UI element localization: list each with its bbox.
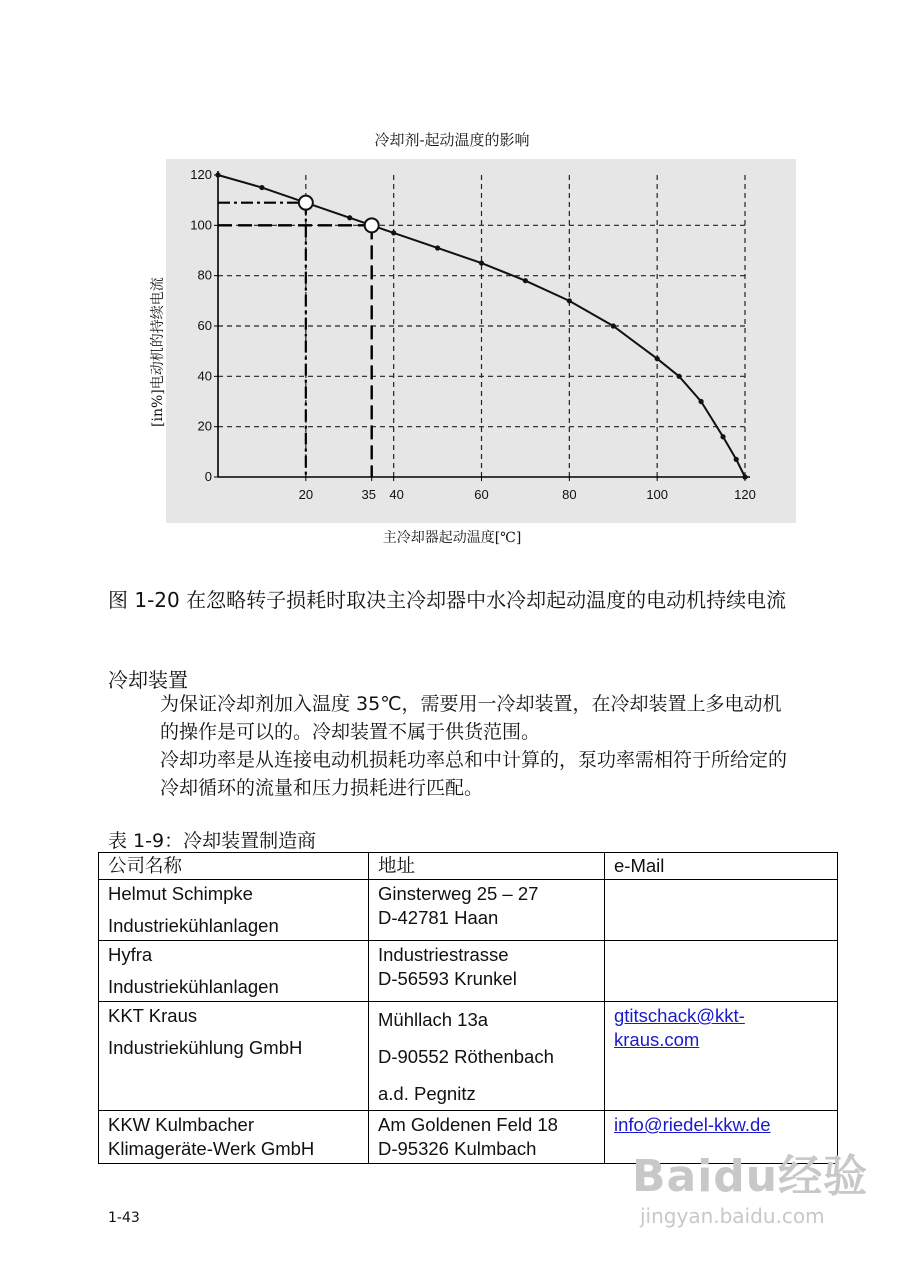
address-cell [369, 1111, 605, 1164]
company-cell [99, 1002, 369, 1111]
table-caption: 表 1-9：冷却装置制造商 [108, 830, 317, 852]
header-address: 地址 [369, 853, 605, 880]
data-point [391, 230, 396, 235]
x-tick-label: 20 [298, 487, 314, 502]
y-tick-label: 120 [190, 167, 212, 182]
header-email: e-Mail [605, 853, 838, 880]
address-line: a.d. Pegnitz [378, 1083, 476, 1104]
data-point [215, 172, 220, 177]
data-point [677, 374, 682, 379]
y-tick-label: 80 [197, 267, 212, 283]
table-row [99, 880, 838, 941]
company-cell [99, 1111, 369, 1164]
x-tick-label: 60 [474, 487, 489, 502]
data-point [742, 474, 747, 479]
y-tick-label: 40 [197, 368, 212, 384]
email-line[interactable]: info@riedel-kkw.de [614, 1114, 771, 1135]
x-tick-label: 80 [562, 487, 577, 502]
company-line: Klimagerӓte-Werk GmbH [108, 1138, 315, 1159]
company-line: KKW Kulmbacher [108, 1114, 254, 1135]
data-point [567, 298, 572, 303]
table-row [99, 1002, 838, 1111]
company-cell [99, 941, 369, 1002]
table-row [99, 941, 838, 1002]
x-tick-label: 35 [361, 487, 376, 502]
data-point [720, 434, 725, 439]
address-cell [369, 880, 605, 941]
email-line[interactable]: kraus.com [614, 1029, 700, 1050]
data-point [347, 215, 352, 220]
page-number: 1-43 [108, 1210, 140, 1226]
email-cell [605, 1002, 838, 1111]
marker-circle [299, 196, 313, 210]
company-line: Industriekühlung GmbH [108, 1037, 303, 1058]
address-line: Am Goldenen Feld 18 [378, 1114, 558, 1135]
y-tick-label: 0 [204, 469, 212, 484]
watermark-url: jingyan.baidu.com [640, 1204, 825, 1228]
company-line: Industriekühlanlagen [108, 976, 279, 997]
header-company: 公司名称 [99, 853, 369, 880]
y-tick-label: 100 [190, 217, 212, 233]
x-tick-label: 100 [646, 487, 669, 502]
address-line: Industriestrasse [378, 944, 509, 965]
data-point [734, 457, 739, 462]
address-cell [369, 1002, 605, 1111]
data-point [259, 185, 264, 190]
paragraph: 冷却功率是从连接电动机损耗功率总和中计算的，泵功率需相符于所给定的冷却循环的流量和压力损耗进行匹配。 [160, 749, 788, 799]
watermark [632, 1140, 868, 1228]
address-cell [369, 941, 605, 1002]
watermark-logo: Baidu经验 [632, 1151, 869, 1202]
figure-caption: 图 1-20 在忽略转子损耗时取决主冷却器中水冷却起动温度的电动机持续电流 [108, 588, 787, 612]
chart-title: 冷却剂-起动温度的影响 [374, 131, 530, 149]
address-line: D-56593 Krunkel [378, 968, 517, 989]
address-line: D-95326 Kulmbach [378, 1138, 537, 1159]
table-header-row [99, 853, 838, 880]
section-heading: 冷却装置 [108, 668, 188, 692]
email-cell [605, 880, 838, 941]
data-point [655, 356, 660, 361]
email-link[interactable] [614, 1113, 828, 1137]
x-tick-label: 120 [734, 487, 756, 502]
company-cell [99, 880, 369, 941]
manufacturer-table [98, 852, 838, 1164]
address-line: D-42781 Haan [378, 907, 499, 928]
paragraph: 为保证冷却剂加入温度 35℃，需要用一冷却装置，在冷却装置上多电动机的操作是可以的。冷却装置不属于供货范围。 [160, 693, 782, 743]
y-tick-label: 60 [197, 318, 212, 333]
x-axis-label: 主冷却器起动温度[℃] [382, 530, 522, 546]
company-line: Hyfra [108, 944, 153, 965]
chart [150, 155, 800, 530]
email-link[interactable] [614, 1004, 828, 1052]
x-tick-label: 40 [389, 487, 404, 502]
email-cell [605, 941, 838, 1002]
y-tick-label: 20 [197, 418, 212, 434]
company-line: KKT Kraus [108, 1005, 198, 1026]
email-line[interactable]: gtitschack@kkt- [614, 1005, 745, 1026]
data-point [698, 399, 703, 404]
data-point [435, 245, 440, 250]
address-line: Mühllach 13a [378, 1009, 489, 1030]
data-point [523, 278, 528, 283]
company-line: Helmut Schimpke [108, 883, 253, 904]
data-point [611, 323, 616, 328]
address-line: Ginsterweg 25 – 27 [378, 883, 539, 904]
y-axis-label: [in%]电动机的持续电流 [150, 277, 166, 427]
data-point [479, 260, 484, 265]
address-line: D-90552 Röthenbach [378, 1046, 554, 1067]
company-line: Industriekühlanlagen [108, 915, 279, 936]
marker-circle [365, 218, 379, 232]
